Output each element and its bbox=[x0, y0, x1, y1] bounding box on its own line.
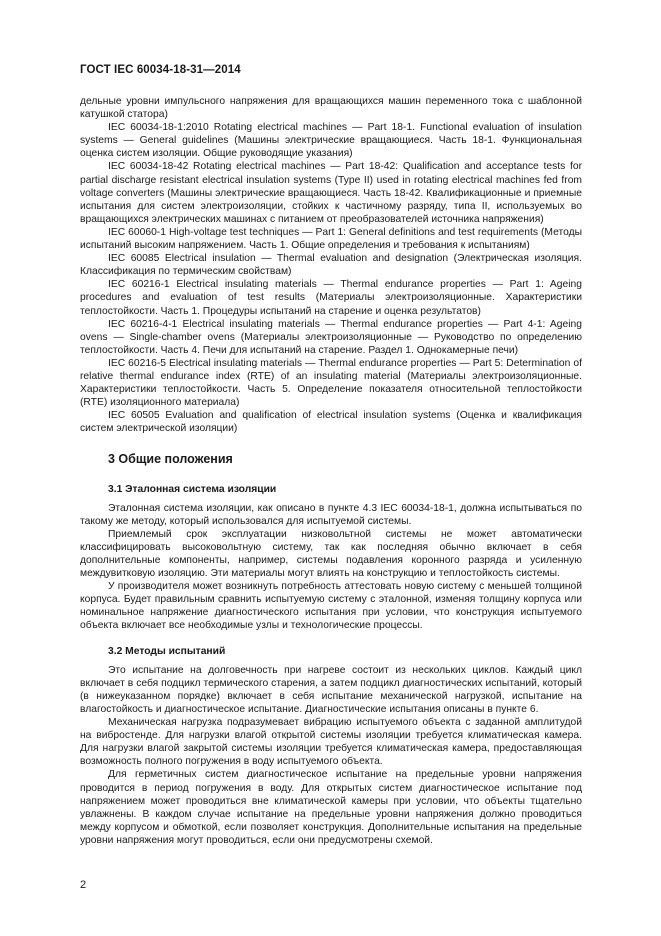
page-body bbox=[80, 95, 582, 847]
subsection-heading: 3.1 Эталонная система изоляции bbox=[108, 483, 277, 495]
page-number: 2 bbox=[80, 879, 87, 891]
reference-item: IEC 60216-4-1 Electrical insulating materials — Thermal endurance properties — Part 4-1: Ageing ovens — Single-chamber ovens (Материалы электроизоляционные — Руководство по определению теплостойкости. Часть 4. Печи для испытаний на старение. Раздел 1. Однокамерные печи) bbox=[80, 318, 582, 356]
document-header: ГОСТ IEC 60034-18-31—2014 bbox=[80, 64, 241, 76]
paragraph: Для герметичных систем диагностическое испытание на предельные уровни напряжения проводится в период погружения в воду. Для открытых систем диагностическое испытание под напряжением может проводиться вне климатической камеры при условии, что объекты тщательно увлажнены. В каждом случае испытание на предельные уровни напряжения должно проводиться между корпусом и обмоткой, если позволяет конструкция. Дополнительные испытания на предельные уровни напряжения могут проводиться, если они предусмотрены схемой. bbox=[80, 769, 582, 846]
reference-item: IEC 60034-18-1:2010 Rotating electrical machines — Part 18-1. Functional evaluation of insulation systems — General guidelines (Машины электрические вращающиеся. Часть 18-1. Функциональная оценка систем изоляции. Общие руководящие указания) bbox=[80, 122, 582, 160]
paragraph: Приемлемый срок эксплуатации низковольтной системы не может автоматически классифицировать высоковольтную систему, так как последняя обычно включает в себя дополнительные компоненты, например, системы подавления коронного разряда и усиленную междувитковую изоляцию. Эти материалы могут влиять на конструкцию и теплостойкость системы. bbox=[80, 528, 582, 580]
reference-item: IEC 60034-18-42 Rotating electrical machines — Part 18-42: Qualification and acceptance tests for partial discharge resistant electrical insulation systems (Type II) used in rotating electrical machines fed from voltage converters (Машины электрические вращающиеся. Часть 18-42. Квалификационные и приемные испытания для систем электроизоляции, стойких к частичному разряду, типа II, используемых во вращающихся электрических машинах с питанием от преобразователей источника напряжения) bbox=[80, 161, 582, 225]
reference-item: IEC 60085 Electrical insulation — Thermal evaluation and designation (Электрическая изоляция. Классификация по термическим свойствам) bbox=[80, 253, 582, 278]
reference-item: IEC 60505 Evaluation and qualification of electrical insulation systems (Оценка и квалификация систем электрической изоляции) bbox=[80, 410, 582, 435]
paragraph: У производителя может возникнуть потребность аттестовать новую систему с меньшей толщиной корпуса. Будет правильным сравнить испытуемую систему с эталонной, изменяя толщину корпуса или номинальное напряжение диагностического испытания при условии, что конструкция испытуемого объекта включает все необходимые узлы и технологические процессы. bbox=[80, 581, 582, 632]
reference-item: дельные уровни импульсного напряжения для вращающихся машин переменного тока с шаблонной катушкой статора) bbox=[80, 96, 582, 121]
reference-item: IEC 60216-1 Electrical insulating materials — Thermal endurance properties — Part 1: Ageing procedures and evaluation of test results (Материалы электроизоляционные. Характеристики теплостойкости. Часть 1. Процедуры испытаний на старение и оценка результатов) bbox=[80, 279, 582, 317]
reference-item: IEC 60060-1 High-voltage test techniques — Part 1: General definitions and test requirements (Методы испытаний высоким напряжением. Часть 1. Общие определения и требования к испытаниям) bbox=[80, 226, 582, 252]
paragraph: Механическая нагрузка подразумевает вибрацию испытуемого объекта с заданной амплитудой на вибростенде. Для нагрузки влагой открытой системы изоляции требуется климатическая камера. Для нагрузки влагой закрытой системы изоляции требуется климатическая камера, предоставляющая возможность полного погружения в воду испытуемого объекта. bbox=[80, 717, 582, 768]
paragraph: Это испытание на долговечность при нагреве состоит из нескольких циклов. Каждый цикл включает в себя подцикл термического старения, а затем подцикл диагностических испытаний, который (в нижеуказанном порядке) включает в себя испытание механической нагрузкой, испытание на влагостойкость и диагностическое испытание. Диагностические испытания описаны в пункте 6. bbox=[80, 664, 582, 715]
reference-item: IEC 60216-5 Electrical insulating materials — Thermal endurance properties — Part 5: Determination of relative thermal endurance index (RTE) of an insulating material (Материалы электроизоляционные. Характеристики теплостойкости. Часть 5. Определение показателя относительной теплостойкости (RTE) изоляционного материала) bbox=[80, 357, 582, 409]
section-heading: 3 Общие положения bbox=[108, 452, 233, 467]
subsection-heading: 3.2 Методы испытаний bbox=[108, 645, 226, 657]
paragraph: Эталонная система изоляции, как описано в пункте 4.3 IEC 60034-18-1, должна испытываться по такому же методу, который использовался для испытуемой системы. bbox=[80, 502, 582, 527]
